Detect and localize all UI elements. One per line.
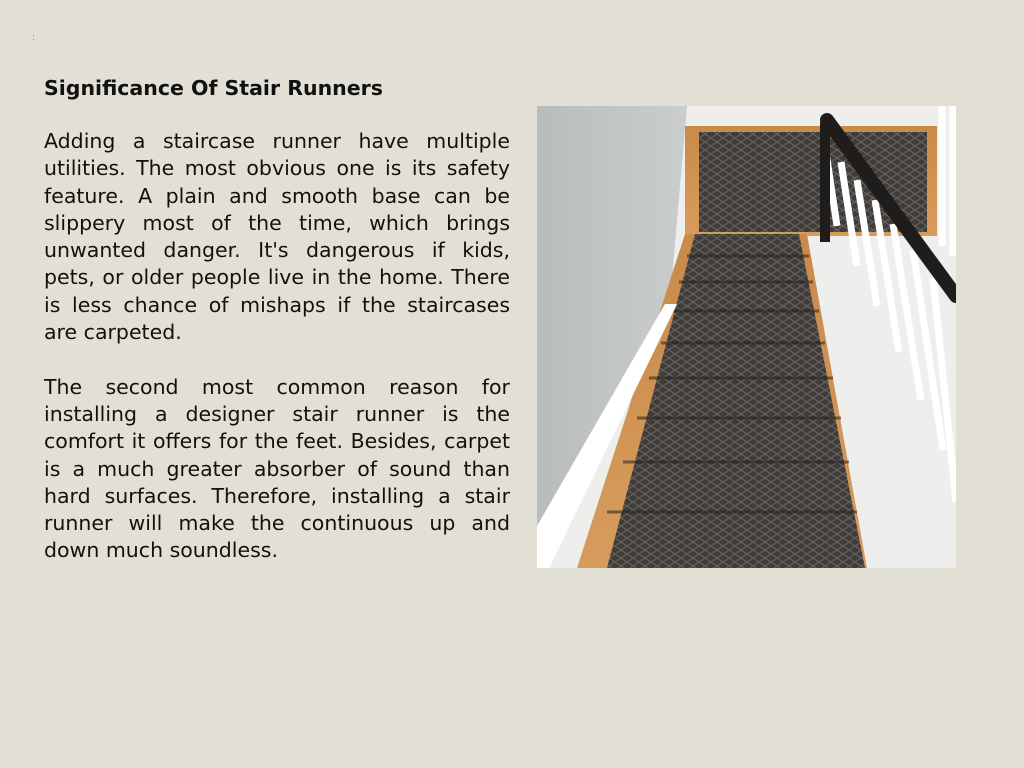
corner-mark: : xyxy=(32,33,36,43)
photo-newel-post xyxy=(820,122,830,242)
paragraph-safety: Adding a staircase runner have multiple utilities. The most obvious one is its safety feature. A plain and smooth base can be slippery most of the time, which brings unwanted danger. It's dangerous if kids, pets, or older people live in the home. There is less chance of mishaps if the staircases are carpeted. xyxy=(44,129,510,345)
stair-runner-photo xyxy=(537,106,956,568)
paragraph-comfort: The second most common reason for installing a designer stair runner is the comfort it offers for the feet. Besides, carpet is a much greater absorber of sound than hard surfaces. Therefore, installing a stair runner will make the continuous up and down much soundless. xyxy=(44,374,510,563)
page-title: Significance Of Stair Runners xyxy=(44,76,383,100)
article-body xyxy=(44,128,510,592)
